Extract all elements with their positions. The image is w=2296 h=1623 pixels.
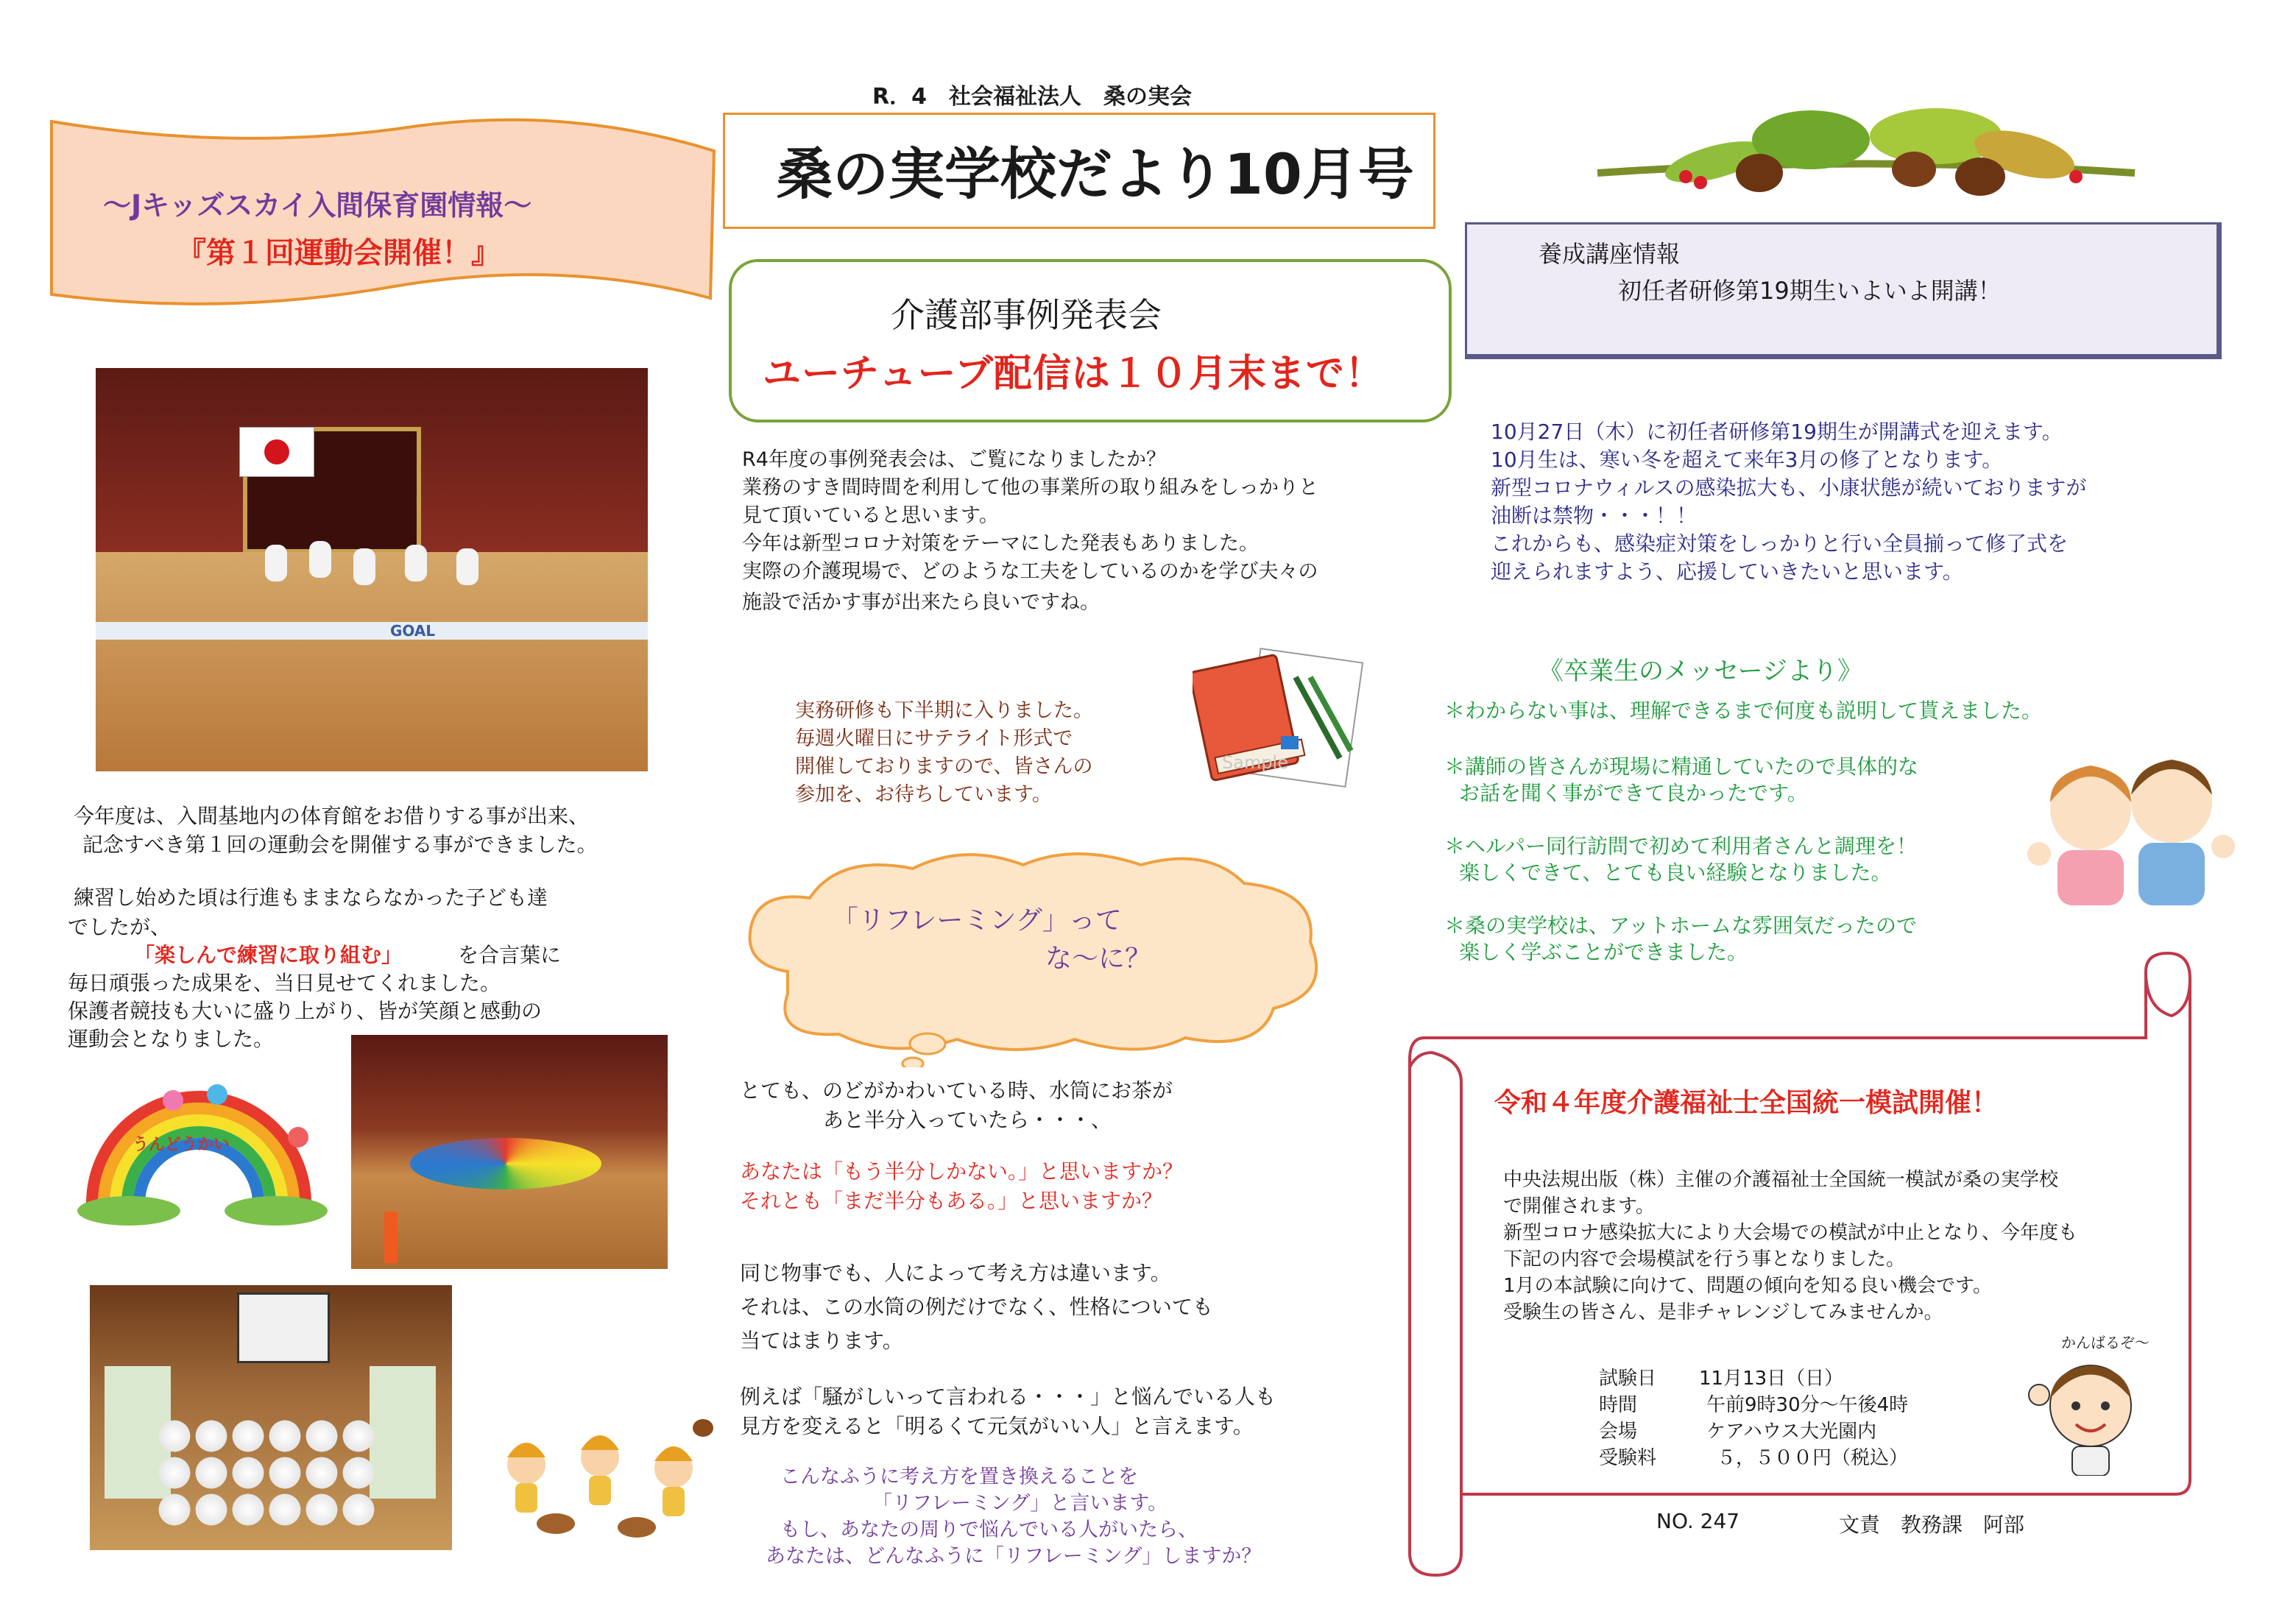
reframing-cloud-line1: 「リフレーミング」って <box>832 905 1122 936</box>
exam-time-label: 時間 <box>1599 1394 1638 1416</box>
thought-cloud <box>729 846 1340 1067</box>
page-title: 桑の実学校だより10月号 <box>777 141 1414 207</box>
chestnut-leaves-decoration <box>1568 103 2157 199</box>
practical-training-1: 実務研修も下半期に入りました。 <box>795 699 1093 722</box>
reframing-question-2: それとも「まだ半分もある。」と思いますか？ <box>740 1189 1163 1213</box>
training-body-1: 10月27日（木）に初任者研修第19期生が開講式を迎えます。 <box>1491 420 2063 444</box>
sports-day-photo-parachute <box>351 1035 668 1269</box>
training-body-3: 新型コロナウィルスの感染拡大も、小康状態が続いておりますが <box>1491 475 2087 500</box>
reframing-body-2: それは、この水筒の例だけでなく、性格についても <box>740 1295 1213 1319</box>
graduate-message-2b: お話を聞く事ができて良かったです。 <box>1459 781 1808 805</box>
case-study-subtitle: ユーチューブ配信は１０月末まで！ <box>763 352 1384 396</box>
nursery-para2-line1: 練習し始めた頃は行進もままならなかった子ども達 <box>74 885 548 910</box>
responsible-person: 文責 教務課 阿部 <box>1839 1513 2025 1537</box>
issue-number: NO. 247 <box>1656 1509 1740 1533</box>
title-box <box>723 113 1435 229</box>
reframing-body-3: 当てはまります。 <box>740 1329 903 1353</box>
japan-flag-icon <box>239 427 314 477</box>
case-study-body-4: 今年は新型コロナ対策をテーマにした発表もありました。 <box>742 532 1259 555</box>
reframing-intro-2: あと半分入っていたら・・・、 <box>823 1108 1112 1132</box>
reframing-cloud-line2: な～に？ <box>1045 944 1152 974</box>
exam-date-label: 試験日 <box>1599 1368 1657 1390</box>
sports-day-photo-group <box>90 1285 452 1550</box>
training-body-2: 10月生は、寒い冬を超えて来年3月の修了となります。 <box>1491 448 2003 472</box>
practical-training-4: 参加を、お待ちしています。 <box>795 783 1052 806</box>
graduate-message-4b: 楽しく学ぶことができました。 <box>1459 940 1748 964</box>
caregivers-illustration <box>2021 743 2242 905</box>
mock-exam-body-5: 1月の本試験に向けて、問題の傾向を知る良い機会です。 <box>1503 1275 1992 1297</box>
case-study-title: 介護部事例発表会 <box>891 295 1162 335</box>
exam-time-value: 午前9時30分～午後4時 <box>1706 1394 1909 1416</box>
nursery-para1-line1: 今年度は、入間基地内の体育館をお借りする事が出来、 <box>74 804 590 828</box>
exam-fee-value: ５，５００円（税込） <box>1717 1447 1909 1469</box>
nursery-para2-line2: でしたが、 <box>68 915 172 939</box>
sports-day-sticker-text: うんどうかい <box>133 1136 230 1154</box>
cheer-text: かんばるぞ～ <box>2061 1334 2150 1351</box>
mock-exam-body-4: 下記の内容で会場模試を行う事となりました。 <box>1503 1248 1906 1270</box>
reframing-body-1: 同じ物事でも、人によって考え方は違います。 <box>740 1261 1171 1285</box>
case-study-body-1: R4年度の事例発表会は、ご覧になりましたか？ <box>742 448 1166 471</box>
graduate-message-4a: ＊桑の実学校は、アットホームな雰囲気だったので <box>1444 913 1918 938</box>
nursery-banner-line2: 『第１回運動会開催！』 <box>177 236 501 270</box>
reframing-closing-1: こんなふうに考え方を置き換えることを <box>780 1465 1138 1488</box>
training-body-5: これからも、感染症対策をしっかりと行い全員揃って修了式を <box>1491 531 2069 556</box>
mock-exam-body-1: 中央法規出版（株）主催の介護福祉士全国統一模試が桑の実学校 <box>1503 1169 2059 1191</box>
case-study-body-5: 実際の介護現場で、どのような工夫をしているのかを学び夫々の <box>742 560 1318 583</box>
mock-exam-title: 令和４年度介護福祉士全国統一模試開催！ <box>1494 1088 1999 1118</box>
nursery-para2-line4: 毎日頑張った成果を、当日見せてくれました。 <box>68 971 501 995</box>
case-study-box <box>729 259 1452 422</box>
exam-venue-label: 会場 <box>1599 1421 1638 1443</box>
mock-exam-body-2: で開催されます。 <box>1503 1195 1655 1217</box>
reframing-question-1: あなたは「もう半分しかない。」と思いますか？ <box>740 1159 1184 1184</box>
graduate-message-3a: ＊ヘルパー同行訪問で初めて利用者さんと調理を！ <box>1444 834 1918 858</box>
mock-exam-body-6: 受験生の皆さん、是非チャレンジしてみませんか。 <box>1503 1301 1943 1323</box>
nursery-para2-line5: 保護者競技も大いに盛り上がり、皆が笑顔と感動の <box>68 999 543 1023</box>
sports-day-photo-gym <box>96 368 648 771</box>
reframing-example-1: 例えば「騒がしいって言われる・・・」と悩んでいる人も <box>740 1385 1276 1409</box>
practical-training-3: 開催しておりますので、皆さんの <box>795 755 1093 778</box>
case-study-body-6: 施設で活かす事が出来たら良いですね。 <box>742 591 1100 614</box>
reframing-intro-1: とても、のどがかわいている時、水筒にお茶が <box>740 1078 1173 1103</box>
exam-venue-value: ケアハウス大光園内 <box>1706 1421 1877 1443</box>
chestnut-kids-illustration <box>482 1406 718 1538</box>
org-line: R．4 社会福祉法人 桑の実会 <box>872 84 1192 110</box>
mock-exam-body-3: 新型コロナ感染拡大により大会場での模試が中止となり、今年度も <box>1503 1222 2078 1244</box>
graduate-message-2a: ＊講師の皆さんが現場に精通していたので具体的な <box>1444 754 1919 779</box>
reframing-closing-3: もし、あなたの周りで悩んでいる人がいたら、 <box>780 1518 1198 1541</box>
reframing-closing-2: 「リフレーミング」と言います。 <box>872 1492 1168 1515</box>
graduate-message-1: ＊わからない事は、理解できるまで何度も説明して貰えました。 <box>1444 699 2043 723</box>
training-box-title: 養成講座情報 <box>1539 240 1681 268</box>
practical-training-2: 毎週火曜日にサテライト形式で <box>795 727 1073 750</box>
graduate-message-3b: 楽しくできて、とても良い経験となりました。 <box>1459 860 1892 885</box>
nursery-banner-line1: ～Jキッズスカイ入間保育園情報～ <box>103 189 532 222</box>
case-study-body-3: 見て頂いていると思います。 <box>742 504 999 527</box>
training-body-4: 油断は禁物・・・！！ <box>1491 503 1698 528</box>
nursery-motto: 「楽しんで練習に取り組む」 <box>134 943 403 967</box>
exam-fee-label: 受験料 <box>1599 1447 1657 1469</box>
training-body-6: 迎えられますよう、応援していきたいと思います。 <box>1491 559 1963 584</box>
reframing-example-2: 見方を変えると「明るくて元気がいい人」と言えます。 <box>740 1414 1254 1438</box>
sample-watermark: Sample <box>1222 752 1288 773</box>
nursery-motto-after: を合言葉に <box>458 943 562 967</box>
case-study-body-2: 業務のすき間時間を利用して他の事業所の取り組みをしっかりと <box>742 476 1318 499</box>
training-box-subtitle: 初任者研修第19期生いよいよ開講！ <box>1618 277 2002 305</box>
nursery-para2-line6: 運動会となりました。 <box>68 1027 275 1051</box>
exam-date-value: 11月13日（日） <box>1699 1368 1844 1390</box>
nursery-para1-line2: 記念すべき第１回の運動会を開催する事ができました。 <box>82 832 598 857</box>
goal-banner-text: GOAL <box>390 622 436 640</box>
reframing-closing-4: あなたは、どんなふうに「リフレーミング」しますか？ <box>766 1545 1262 1568</box>
graduates-title: 《卒業生のメッセージより》 <box>1539 657 1862 686</box>
